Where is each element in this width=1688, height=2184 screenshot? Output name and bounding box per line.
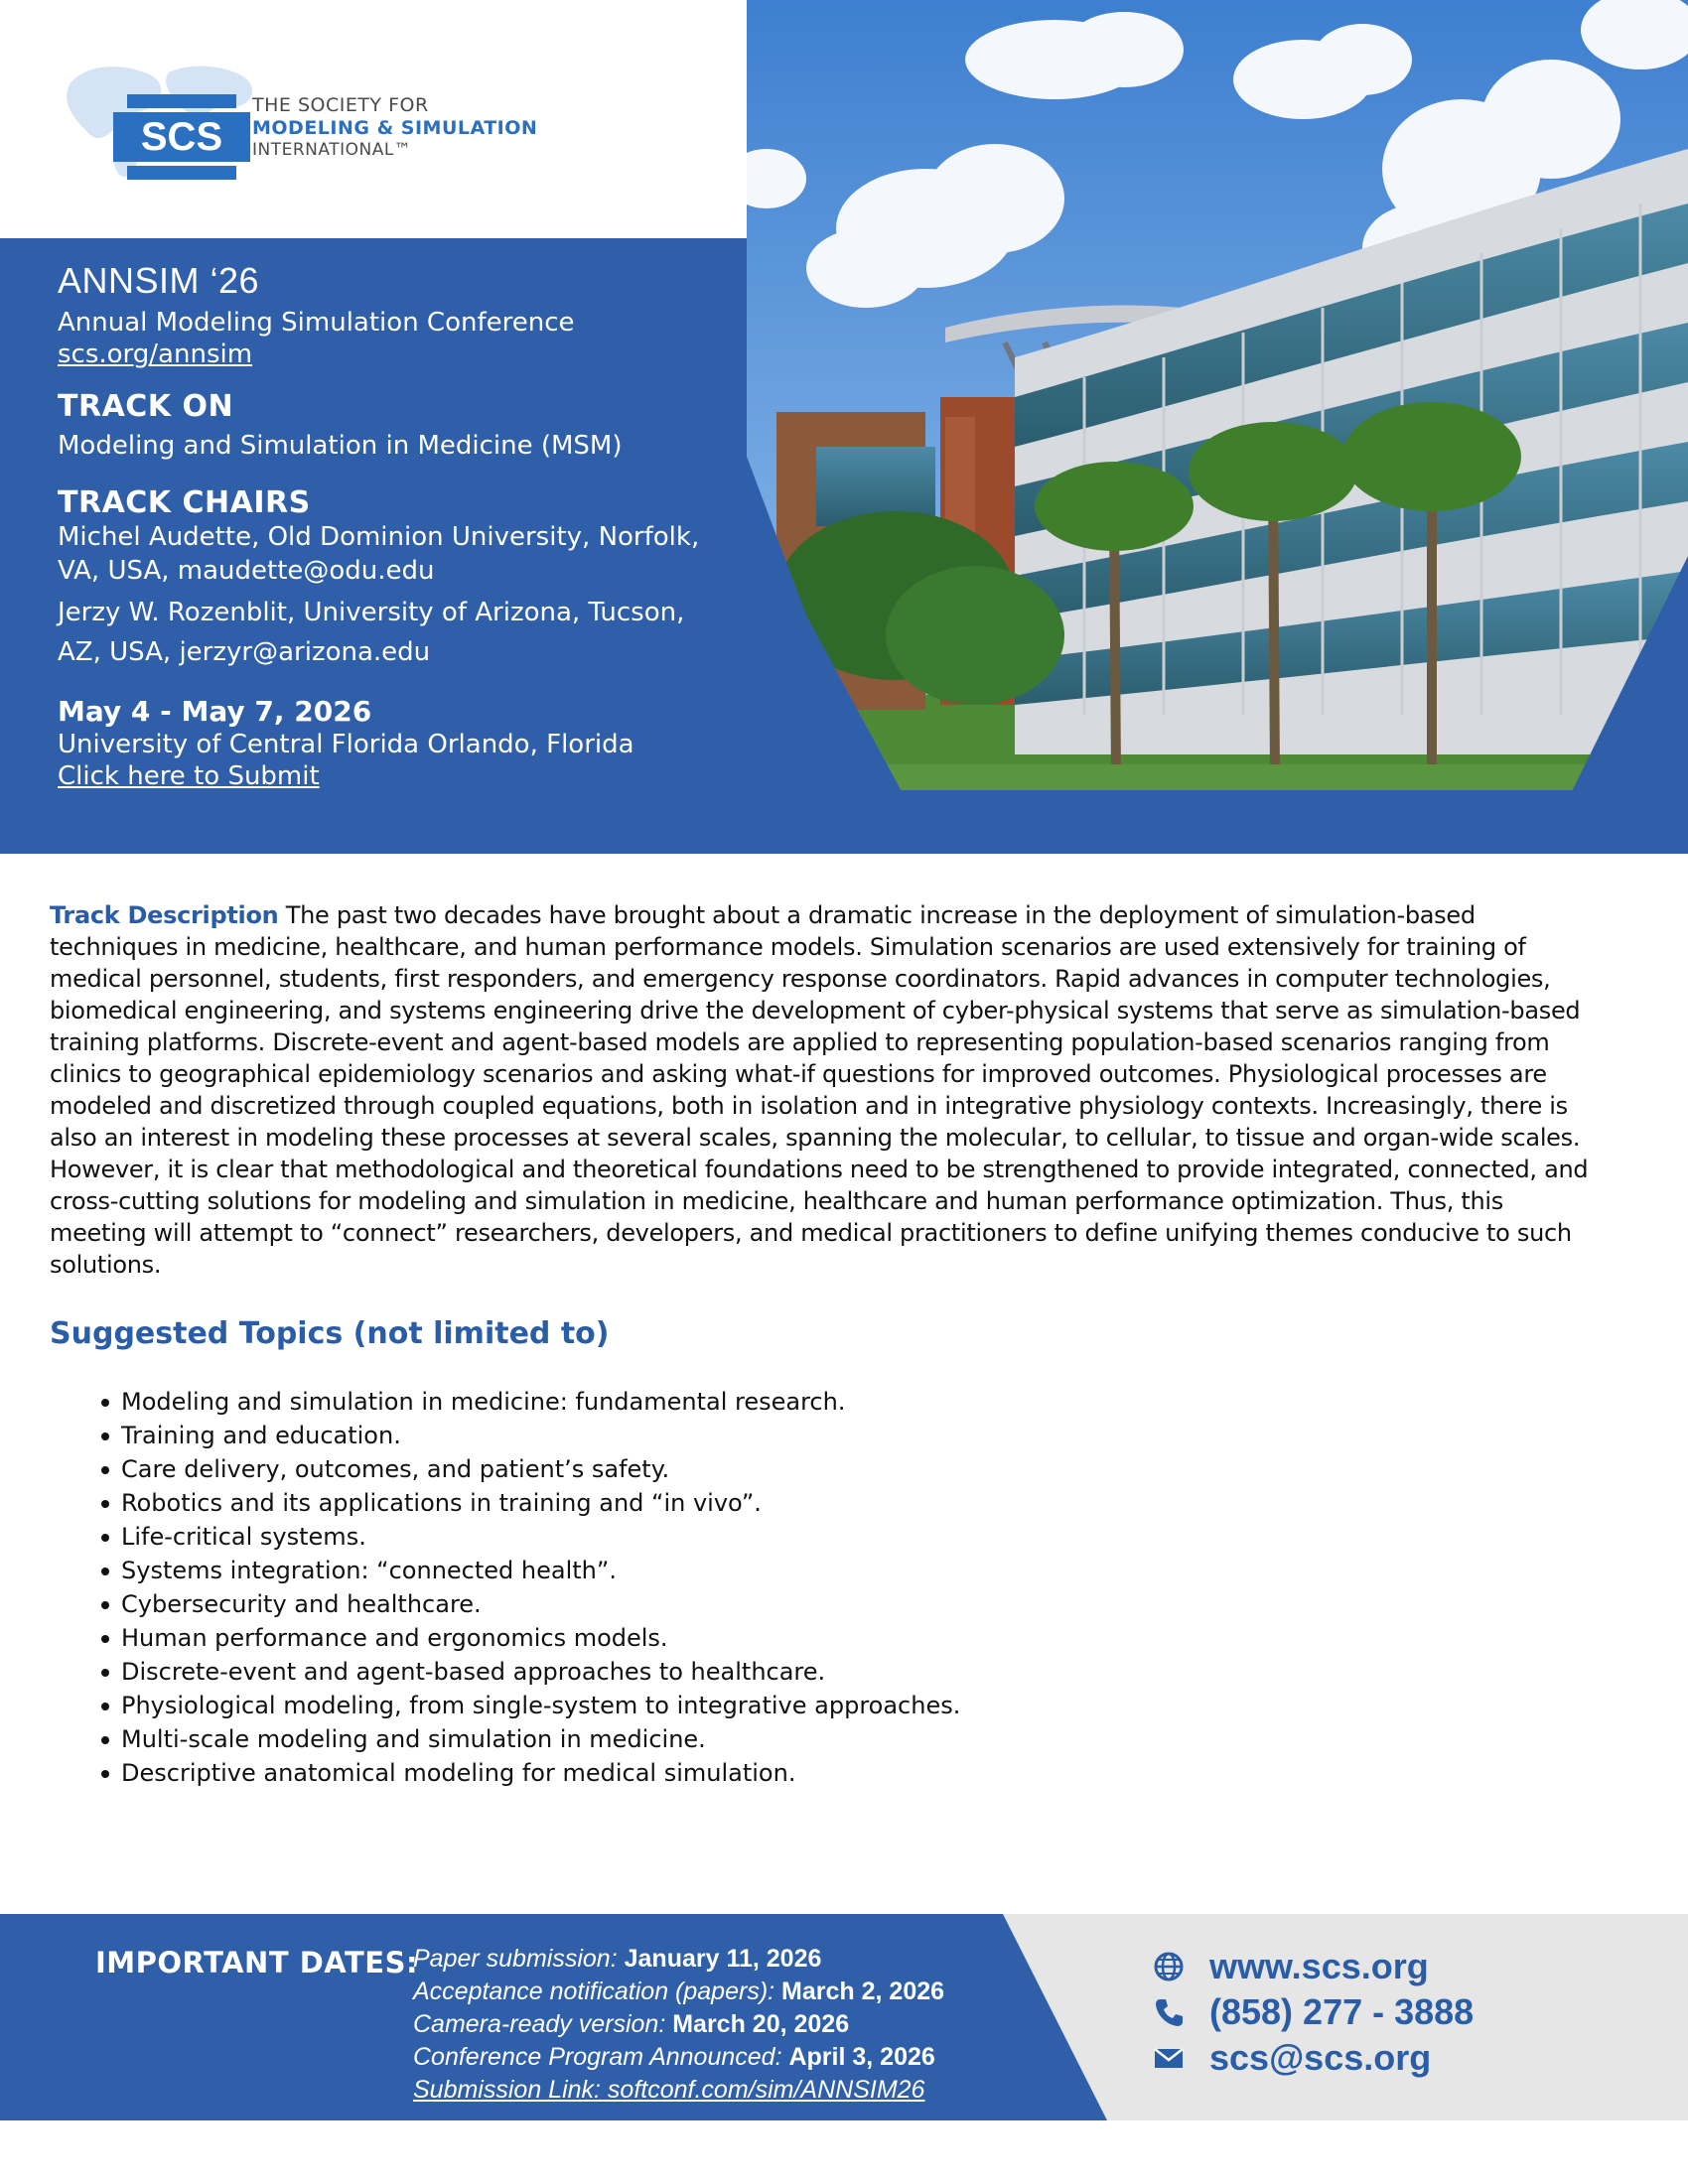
topic-item: Physiological modeling, from single-system to integrative approaches.: [99, 1689, 960, 1722]
date-acceptance: Acceptance notification (papers): March 2, 2026: [413, 1978, 945, 2005]
date-paper-submission: Paper submission: January 11, 2026: [413, 1945, 822, 1973]
topic-item: Cybersecurity and healthcare.: [99, 1587, 960, 1621]
topic-item: Systems integration: “connected health”.: [99, 1554, 960, 1587]
submission-link[interactable]: Submission Link: softconf.com/sim/ANNSIM26: [413, 2076, 925, 2104]
phone-icon: [1152, 1995, 1186, 2029]
conference-full-name: Annual Modeling Simulation Conference: [58, 308, 575, 338]
chairs-heading: TRACK CHAIRS: [58, 485, 311, 520]
conference-url-link[interactable]: scs.org/annsim: [58, 340, 253, 369]
description-text: The past two decades have brought about a dramatic increase in the deployment of simulation-based techniques in medicine, healthcare, and human performance models. Simulation scenarios are used extensively for training of medical personnel, students, first responders, and emergency response coordinators. Rapid advances in computer technologies, biomedical engineering, and systems engineering drive the development of cyber-physical systems that serve as simulation-based training platforms. Discrete-event and agent-based models are applied to representing population-based scenarios ranging from clinics to geographical epidemiology scenarios and asking what-if questions for improved outcomes. Physiological processes are modeled and discretized through coupled equations, both in isolation and in integrative physiology contexts. Increasingly, there is also an interest in modeling these processes at several scales, spanning the molecular, to cellular, to tissue and organ-wide scales. However, it is clear that methodological and theoretical foundations need to be strengthened to provide integrated, connected, and cross-cutting solutions for modeling and simulation in medicine, healthcare and human performance optimization. Thus, this meeting will attempt to “connect” researchers, developers, and medical practitioners to define unifying themes conducive to such solutions.: [50, 901, 1589, 1279]
description-label: Track Description: [50, 901, 279, 929]
chair-2-line-1: Jerzy W. Rozenblit, University of Arizona, Tucson,: [58, 598, 685, 627]
chair-2-line-2: AZ, USA, jerzyr@arizona.edu: [58, 637, 431, 667]
topic-item: Multi-scale modeling and simulation in medicine.: [99, 1722, 960, 1756]
phone-text: (858) 277 - 3888: [1209, 1991, 1475, 2032]
conference-name: ANNSIM ‘26: [58, 260, 260, 301]
topics-title: Suggested Topics (not limited to): [50, 1316, 610, 1351]
event-dates: May 4 - May 7, 2026: [58, 695, 372, 728]
logo-line-1: THE SOCIETY FOR: [252, 94, 429, 116]
contact-email[interactable]: [1152, 2035, 1474, 2081]
topic-item: Care delivery, outcomes, and patient’s safety.: [99, 1452, 960, 1486]
track-heading: TRACK ON: [58, 389, 234, 424]
topic-item: Training and education.: [99, 1419, 960, 1452]
event-location: University of Central Florida Orlando, Florida: [58, 730, 634, 759]
contact-phone[interactable]: [1152, 1989, 1474, 2035]
email-text: scs@scs.org: [1209, 2037, 1432, 2078]
topic-item: Descriptive anatomical modeling for medical simulation.: [99, 1756, 960, 1790]
logo-line-3: INTERNATIONAL™: [252, 140, 412, 160]
track-title: Modeling and Simulation in Medicine (MSM): [58, 431, 623, 461]
contact-info: [1152, 1944, 1474, 2081]
chair-1-line-2: VA, USA, maudette@odu.edu: [58, 556, 435, 586]
contact-website[interactable]: [1152, 1944, 1474, 1989]
important-dates-label: IMPORTANT DATES:: [95, 1946, 419, 1979]
website-text: www.scs.org: [1209, 1946, 1429, 1986]
topic-item: Modeling and simulation in medicine: fundamental research.: [99, 1385, 960, 1419]
submit-link[interactable]: Click here to Submit: [58, 761, 320, 791]
date-program-announced: Conference Program Announced: April 3, 2026: [413, 2043, 935, 2071]
scs-logo: [40, 55, 735, 194]
date-camera-ready: Camera-ready version: March 20, 2026: [413, 2010, 850, 2038]
topic-item: Robotics and its applications in training and “in vivo”.: [99, 1486, 960, 1520]
topic-item: Discrete-event and agent-based approaches to healthcare.: [99, 1655, 960, 1689]
globe-icon: [1152, 1950, 1186, 1983]
important-dates-list: [413, 1943, 944, 2107]
scs-logo-mark: [113, 94, 272, 184]
topics-list: [99, 1385, 960, 1790]
scs-mark-text: SCS: [140, 115, 223, 159]
topic-item: Life-critical systems.: [99, 1520, 960, 1554]
logo-line-2: MODELING & SIMULATION: [252, 117, 538, 139]
topic-item: Human performance and ergonomics models.: [99, 1621, 960, 1655]
chair-1-line-1: Michel Audette, Old Dominion University, Norfolk,: [58, 522, 700, 552]
envelope-icon: [1152, 2041, 1186, 2075]
campus-building-photo: [747, 0, 1688, 854]
hero-text: [58, 260, 753, 791]
track-description: [50, 899, 1599, 1281]
